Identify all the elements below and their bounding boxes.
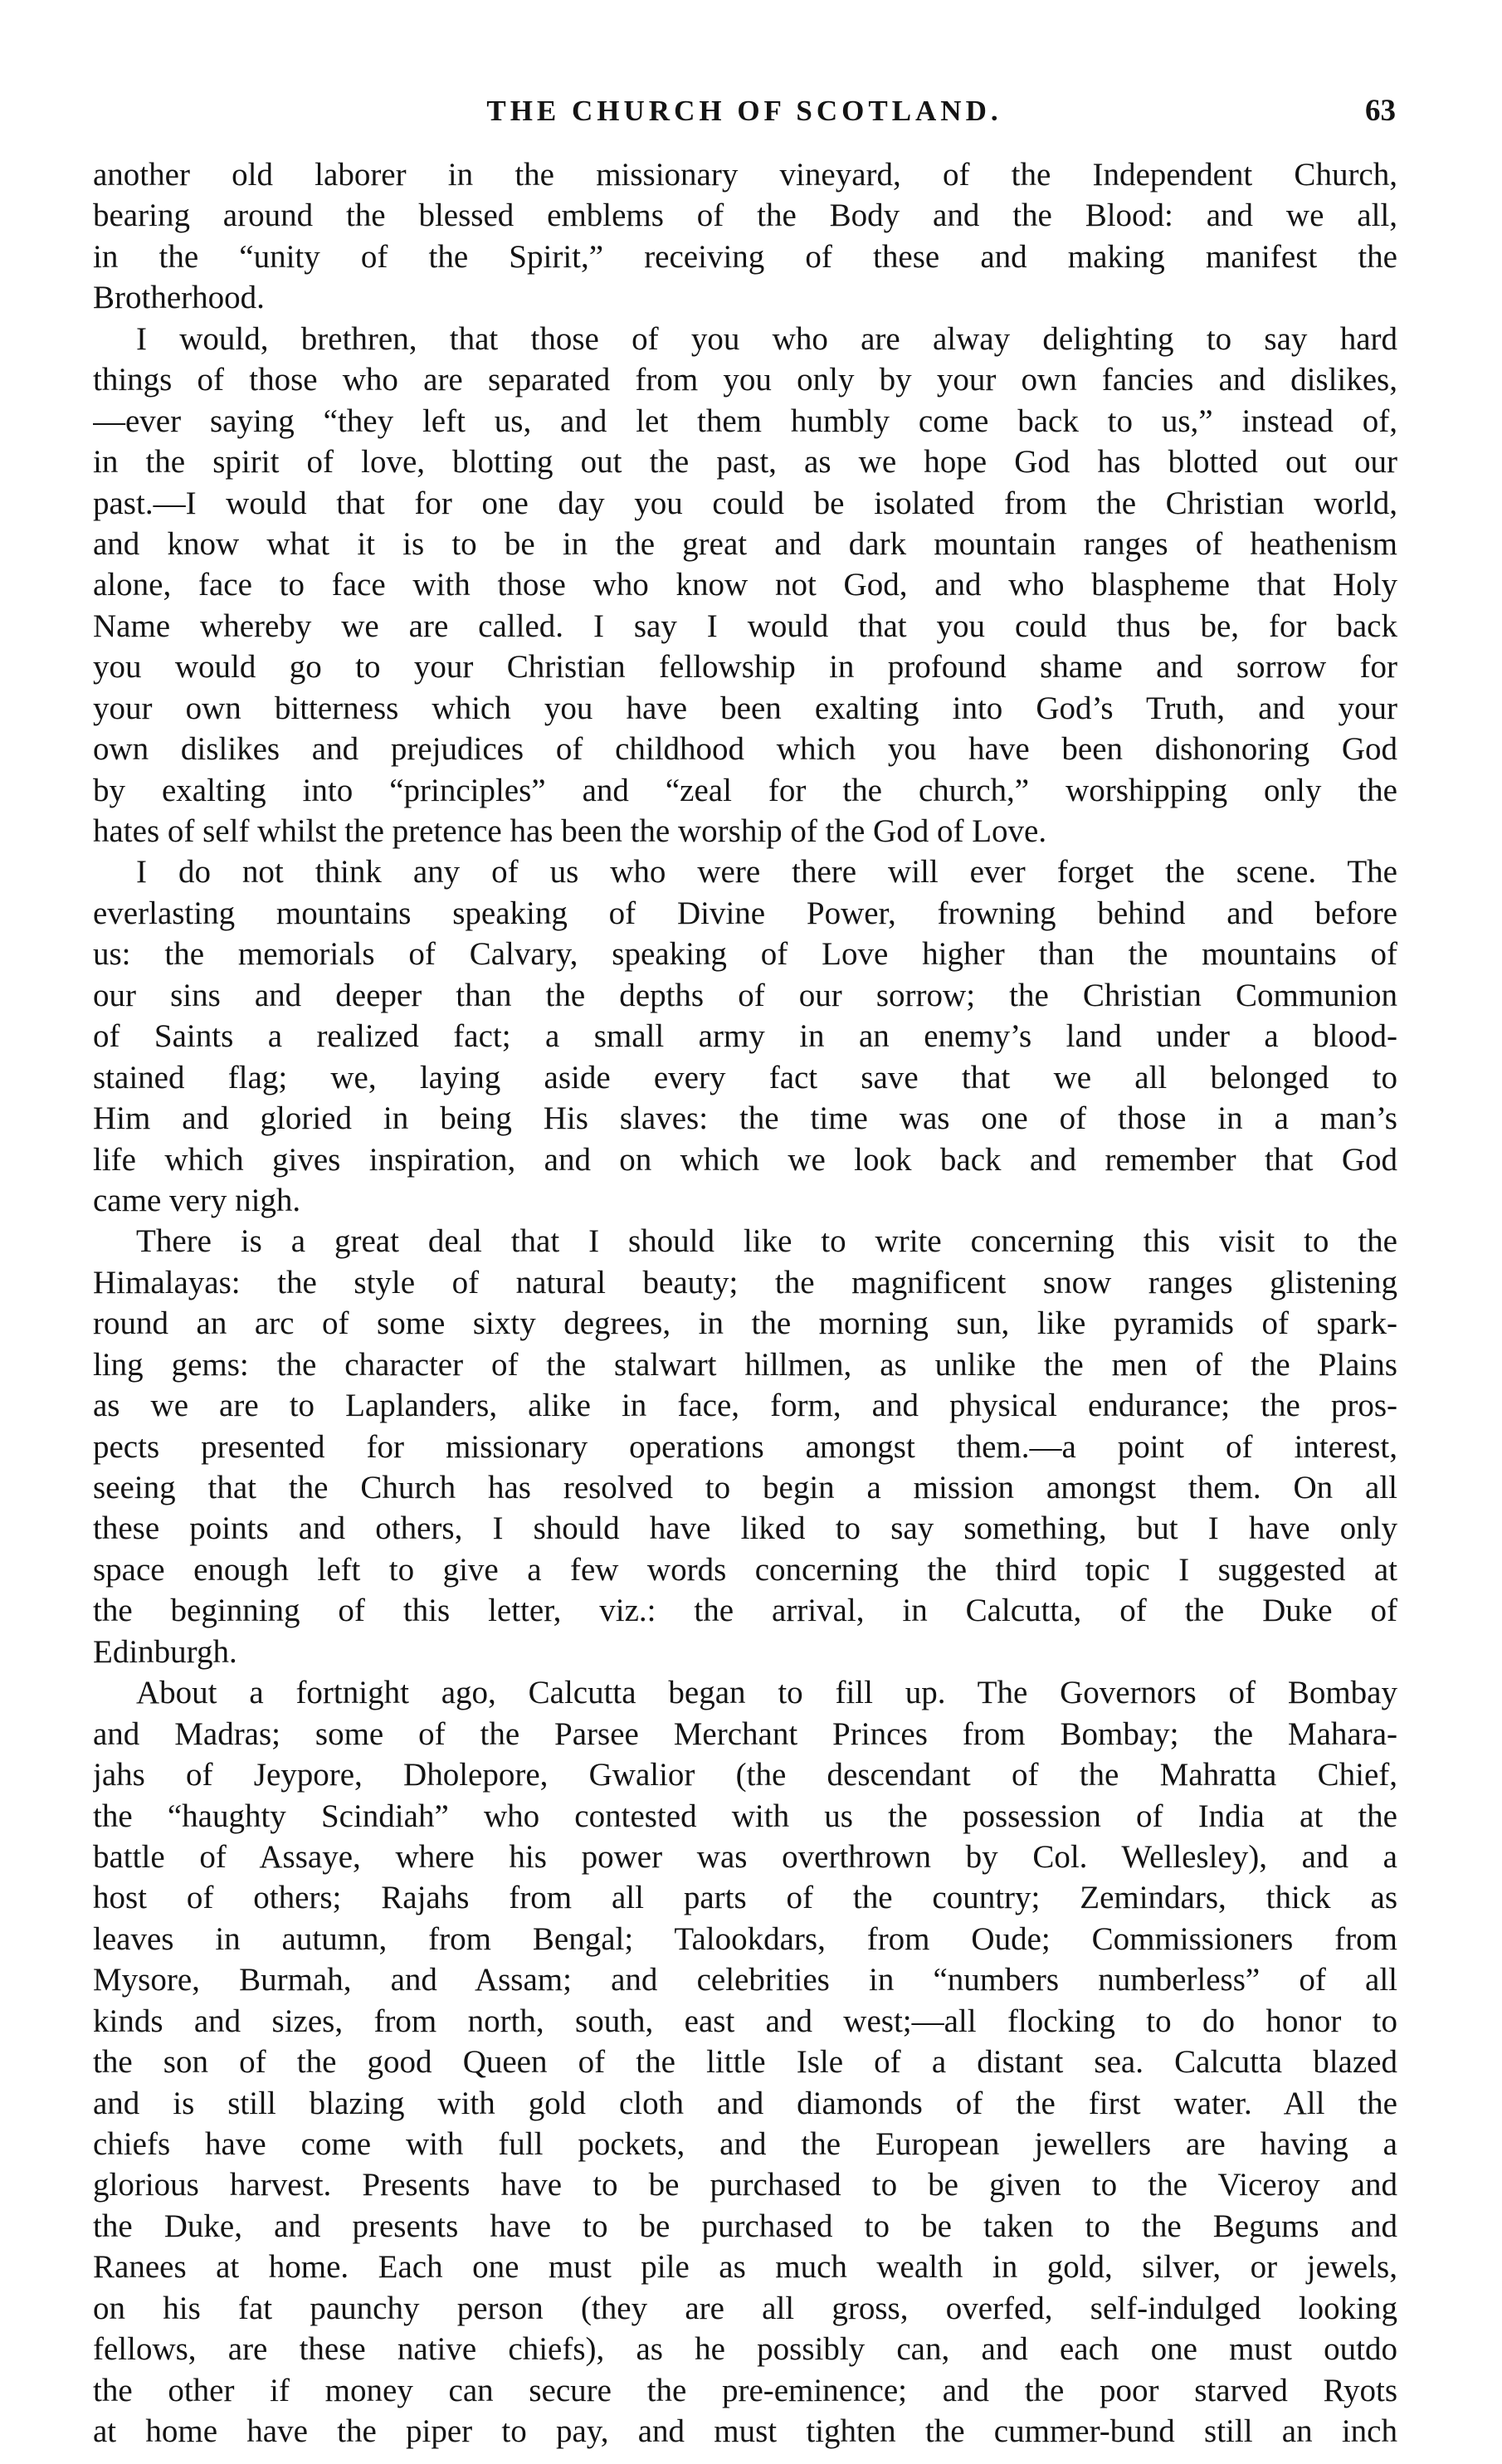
text-line: our sins and deeper than the depths of our sorrow; the Christian Communion [93,977,1397,1013]
text-line: pects presented for missionary operations amongst them.—a point of interest, [93,1428,1397,1465]
text-line: you would go to your Christian fellowship in profound shame and sorrow for [93,649,1397,686]
text-line: came very nigh. [93,1182,301,1218]
text-line: host of others; Rajahs from all parts of the country; Zemindars, thick as [93,1880,1397,1916]
text-line: Name whereby we are called. I say I would that you could thus be, for back [93,607,1397,644]
text-line: the Duke, and presents have to be purchased to be taken to the Begums and [93,2208,1397,2244]
text-line: I do not think any of us who were there will ever forget the scene. The [136,854,1397,890]
text-line: and is still blazing with gold cloth and diamonds of the first water. All the [93,2085,1397,2121]
text-line: chiefs have come with full pockets, and the European jewellers are having a [93,2126,1397,2162]
text-line: Him and gloried in being His slaves: the time was one of those in a man’s [93,1100,1397,1137]
running-title: THE CHURCH OF SCOTLAND. [486,95,1002,127]
text-line: stained flag; we, laying aside every fact save that we all belonged to [93,1059,1397,1095]
running-head [93,86,1396,136]
text-line: Himalayas: the style of natural beauty; the magnificent snow ranges glistening [93,1264,1397,1300]
text-line: the beginning of this letter, viz.: the arrival, in Calcutta, of the Duke of [93,1593,1397,1629]
text-line: and Madras; some of the Parsee Merchant Princes from Bombay; the Mahara- [93,1715,1397,1752]
text-line: us: the memorials of Calvary, speaking of Love higher than the mountains of [93,936,1397,973]
text-line: another old laborer in the missionary vineyard, of the Independent Church, [93,157,1397,193]
text-line: life which gives inspiration, and on which we look back and remember that God [93,1141,1397,1178]
text-line: —ever saying “they left us, and let them humbly come back to us,” instead of, [93,403,1397,439]
text-line: Mysore, Burmah, and Assam; and celebrities in “numbers numberless” of all [93,1962,1397,1998]
text-line: things of those who are separated from you only by your own fancies and dislikes, [93,362,1397,398]
text-line: at home have the piper to pay, and must tighten the cummer-bund still an inch [93,2413,1397,2450]
text-line: kinds and sizes, from north, south, east and west;—all flocking to do honor to [93,2003,1397,2039]
text-line: in the spirit of love, blotting out the past, as we hope God has blotted out our [93,444,1397,481]
text-line: fellows, are these native chiefs), as he possibly can, and each one must outdo [93,2331,1397,2368]
text-line: leaves in autumn, from Bengal; Talookdars, from Oude; Commissioners from [93,1920,1397,1957]
text-line: I would, brethren, that those of you who are alway delighting to say hard [136,320,1397,357]
text-line: and know what it is to be in the great and dark mountain ranges of heathenism [93,525,1397,562]
text-line: About a fortnight ago, Calcutta began to fill up. The Governors of Bombay [136,1675,1397,1711]
text-line: as we are to Laplanders, alike in face, form, and physical endurance; the pros- [93,1388,1397,1424]
text-line: bearing around the blessed emblems of the Body and the Blood: and we all, [93,198,1397,234]
text-line: seeing that the Church has resolved to begin a mission amongst them. On all [93,1470,1397,1505]
text-line: Brotherhood. [93,280,265,316]
text-line: round an arc of some sixty degrees, in the morning sun, like pyramids of spark- [93,1305,1397,1342]
text-line: past.—I would that for one day you could be isolated from the Christian world, [93,485,1397,521]
text-line: the other if money can secure the pre-eminence; and the poor starved Ryots [93,2372,1397,2408]
text-line: Edinburgh. [93,1633,237,1670]
text-line: Ranees at home. Each one must pile as much wealth in gold, silver, or jewels, [93,2249,1397,2286]
text-line: glorious harvest. Presents have to be purchased to be given to the Viceroy and [93,2167,1397,2203]
text-line: your own bitterness which you have been exalting into God’s Truth, and your [93,690,1397,726]
text-line: ling gems: the character of the stalwart hillmen, as unlike the men of the Plains [93,1346,1397,1383]
text-line: the “haughty Scindiah” who contested with us the possession of India at the [93,1798,1397,1834]
text-line: everlasting mountains speaking of Divine Power, frowning behind and before [93,895,1397,931]
body-text [93,154,1397,2452]
text-line: own dislikes and prejudices of childhood which you have been dishonoring God [93,731,1397,768]
text-line: battle of Assaye, where his power was overthrown by Col. Wellesley), and a [93,1838,1397,1875]
text-line: in the “unity of the Spirit,” receiving of these and making manifest the [93,238,1397,275]
text-line: jahs of Jeypore, Dholepore, Gwalior (the descendant of the Mahratta Chief, [93,1757,1397,1793]
text-line: space enough left to give a few words concerning the third topic I suggested at [93,1551,1397,1588]
text-line: There is a great deal that I should like to write concerning this visit to the [136,1223,1397,1260]
text-line: the son of the good Queen of the little Isle of a distant sea. Calcutta blazed [93,2044,1397,2081]
text-line: these points and others, I should have liked to say something, but I have only [93,1510,1397,1547]
text-line: hates of self whilst the pretence has been the worship of the God of Love. [93,813,1047,849]
text-line: of Saints a realized fact; a small army in an enemy’s land under a blood- [93,1018,1397,1055]
text-line: alone, face to face with those who know not God, and who blaspheme that Holy [93,567,1397,603]
text-line: by exalting into “principles” and “zeal for the church,” worshipping only the [93,772,1397,808]
page-number: 63 [1365,94,1396,128]
text-line: on his fat paunchy person (they are all gross, overfed, self-indulged looking [93,2290,1397,2326]
